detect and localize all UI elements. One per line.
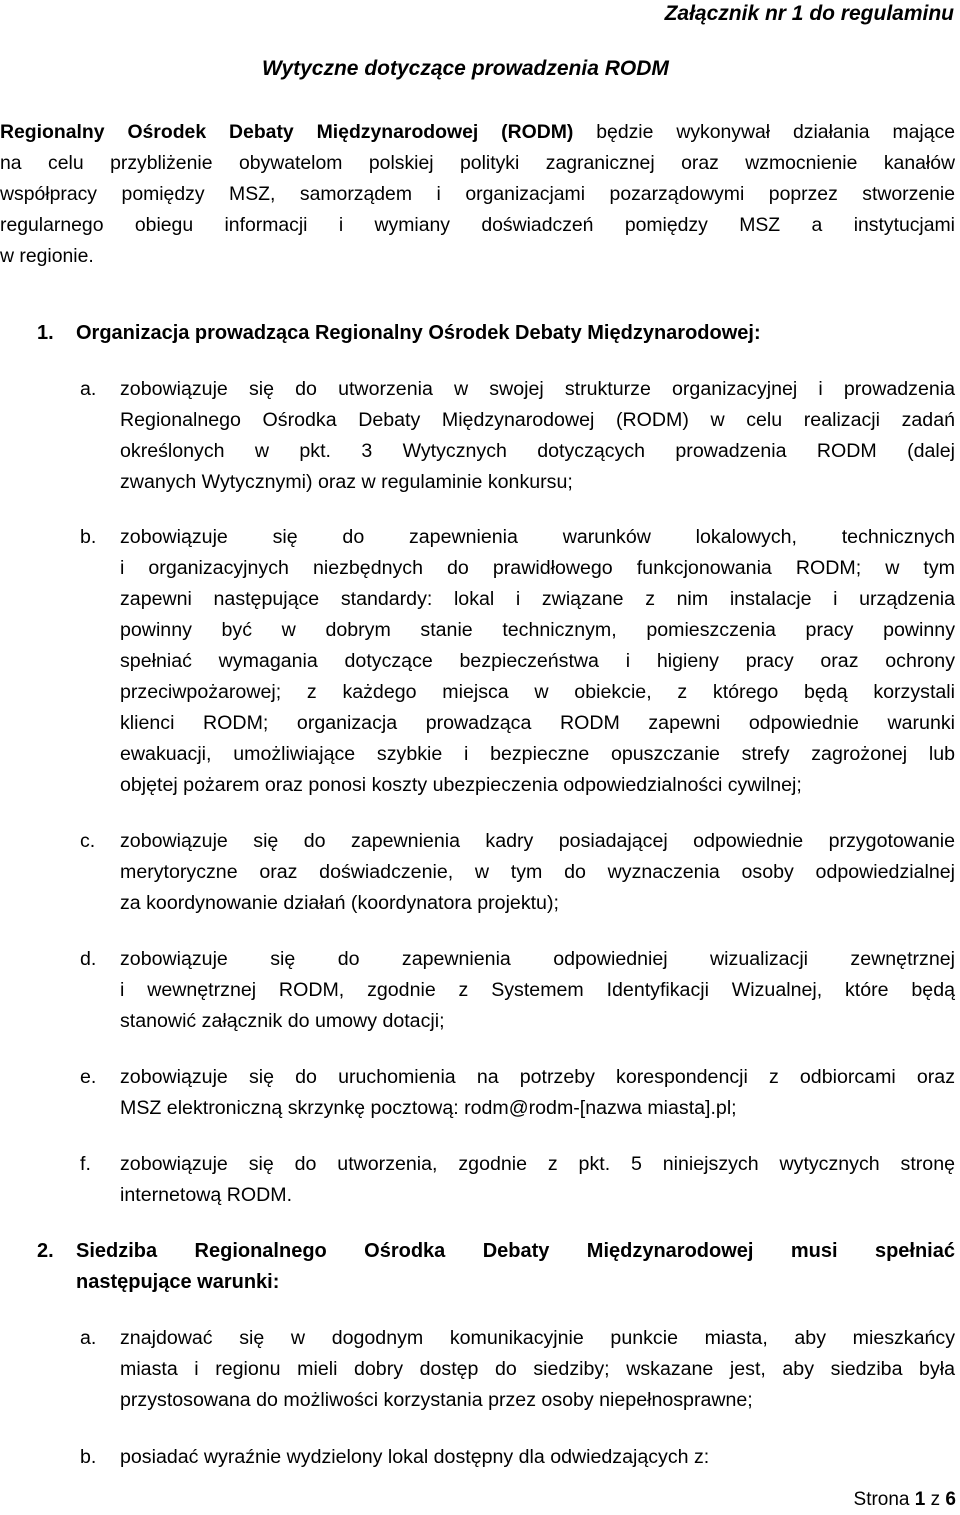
- of-word: z: [930, 1489, 941, 1510]
- item-letter: b.: [80, 526, 97, 548]
- page-footer: [854, 1487, 956, 1513]
- item-letter: a.: [80, 378, 97, 400]
- item-letter: d.: [80, 948, 97, 970]
- total-pages-number: 6: [945, 1489, 956, 1510]
- item-text: zobowiązuje się do zapewnienia warunków lokalowych, technicznych i organizacyjnych niezbędnych do prawidłowego funkcjonowania RODM; w tym zapewni następujące standardy: lokal i związane z nim instalacje i urządzenia powinny być w dobrym stanie technicznym, pomieszczenia pracy powinny spełniać wymagania dotyczące bezpieczeństwa i higieny pracy oraz ochrony przeciwpożarowej; z każdego miejsca w obiekcie, z którego będą korzystali klienci RODM; organizacja prowadząca RODM zapewni odpowiednie warunki ewakuacji, umożliwiające szybkie i bezpieczne opuszczanie strefy zagrożonej lub objętej pożarem oraz ponosi koszty ubezpieczenia odpowiedzialności cywilnej;: [120, 526, 955, 796]
- item-text: znajdować się w dogodnym komunikacyjnie punkcie miasta, aby mieszkańcy miasta i regionu mieli dobry dostęp do siedziby; wskazane jest, aby siedziba była przystosowana do możliwości korzystania przez osoby niepełnosprawne;: [120, 1327, 955, 1411]
- intro-line: Regionalny Ośrodek Debaty Międzynarodowej (RODM) będzie wykonywał działania mające: [0, 121, 955, 143]
- intro-line: regularnego obiegu informacji i wymiany doświadczeń pomiędzy MSZ a instytucjami: [0, 214, 955, 236]
- item-text: zobowiązuje się do zapewnienia kadry posiadającej odpowiednie przygotowanie merytoryczne oraz doświadczenie, w tym do wyznaczenia osoby odpowiedzialnej za koordynowanie działań (koordynatora projektu);: [120, 830, 955, 914]
- item-text: zobowiązuje się do zapewnienia odpowiedniej wizualizacji zewnętrznej i wewnętrznej RODM, zgodnie z Systemem Identyfikacji Wizualnej, które będą stanowić załącznik do umowy dotacji;: [120, 948, 955, 1032]
- item-text: zobowiązuje się do utworzenia w swojej strukturze organizacyjnej i prowadzenia Regionalnego Ośrodka Debaty Międzynarodowej (RODM) w celu realizacji zadań określonych w pkt. 3 Wytycznych dotyczących prowadzenia RODM (dalej zwanych Wytycznymi) oraz w regulaminie konkursu;: [120, 378, 955, 493]
- item-letter: e.: [80, 1066, 97, 1088]
- intro-line: w regionie.: [0, 245, 94, 267]
- intro-paragraph: [0, 117, 955, 272]
- intro-lead-bold: Regionalny Ośrodek Debaty Międzynarodowej (RODM): [0, 121, 574, 143]
- section-1-number: 1.: [37, 322, 54, 344]
- page-word: Strona: [853, 1489, 910, 1510]
- section-2-title: Siedziba Regionalnego Ośrodka Debaty Międzynarodowej musi spełniać następujące warunki:: [76, 1240, 955, 1293]
- intro-line: współpracy pomiędzy MSZ, samorządem i organizacjami pozarządowymi poprzez stworzenie: [0, 183, 955, 205]
- document-title: Wytyczne dotyczące prowadzenia RODM: [262, 57, 669, 80]
- item-text: posiadać wyraźnie wydzielony lokal dostępny dla odwiedzających z:: [120, 1446, 710, 1468]
- item-letter: c.: [80, 830, 96, 852]
- item-letter: f.: [80, 1153, 91, 1175]
- section-1-title: Organizacja prowadząca Regionalny Ośrodek Debaty Międzynarodowej:: [76, 322, 761, 344]
- item-letter: b.: [80, 1446, 97, 1468]
- item-text: zobowiązuje się do utworzenia, zgodnie z pkt. 5 niniejszych wytycznych stronę internetową RODM.: [120, 1153, 955, 1206]
- item-letter: a.: [80, 1327, 97, 1349]
- attachment-label: Załącznik nr 1 do regulaminu: [664, 2, 954, 25]
- intro-line: na celu przybliżenie obywatelom polskiej polityki zagranicznej oraz wzmocnienie kanałów: [0, 152, 955, 174]
- section-2-number: 2.: [37, 1240, 54, 1262]
- current-page-number: 1: [914, 1489, 926, 1510]
- item-text: zobowiązuje się do uruchomienia na potrzeby korespondencji z odbiorcami oraz MSZ elektroniczną skrzynkę pocztową: rodm@rodm-[nazwa miasta].pl;: [120, 1066, 955, 1119]
